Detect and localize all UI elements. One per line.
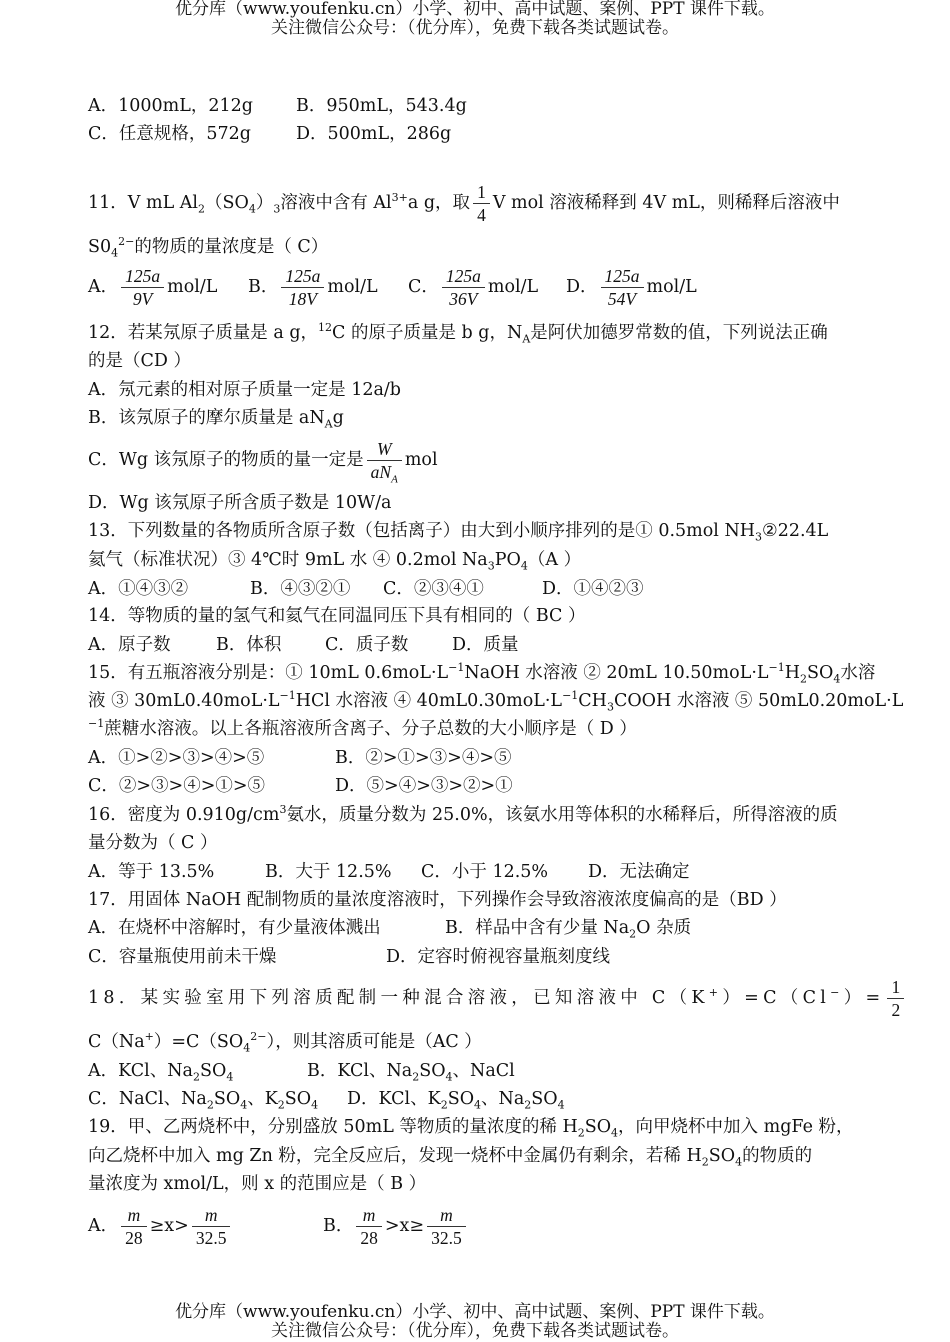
q16-option-b: B．大于 12.5% <box>265 862 392 882</box>
q11-stem-line1: 11．V mL $Al_2(SO_4)_3$溶液中含有 $Al^{3+}a$ g，取 $\frac{1}{4}$ V mol 溶液稀释到 4V mL，则稀释后溶液中 <box>88 182 840 225</box>
q19-option-b: B． $\frac{m}{28}$ >x≥ $\frac{m}{32.5}$ <box>323 1202 469 1250</box>
q10-option-d: D．500mL，286g <box>296 124 452 144</box>
q13-option-a: A．①④③② <box>88 579 189 599</box>
q18-stem-line2: $C(Na^+)=C(SO_4^{2-})$，则其溶质可能是（AC ） <box>88 1030 482 1055</box>
q13-option-c: C．②③④① <box>383 579 484 599</box>
q12-option-b: B．该氖原子的摩尔质量是 $aN_Ag$ <box>88 408 344 431</box>
q19-option-a: A． $\frac{m}{28}$ ≥x> $\frac{m}{32.5}$ <box>88 1202 233 1250</box>
q16-option-c: C．小于 12.5% <box>421 862 549 882</box>
q14-option-b: B．体积 <box>216 635 282 655</box>
fraction-one-half: $\frac{1}{2}$ <box>887 976 904 1021</box>
q11-option-a: A． $\frac{125a}{9V}$ mol/L <box>88 266 218 309</box>
q17-option-a: A．在烧杯中溶解时，有少量液体溅出 <box>88 918 381 938</box>
q18-option-c: C．NaCl、$Na_2SO_4$、$K_2SO_4$ <box>88 1089 319 1112</box>
q13-stem-line1: 13．下列数量的各物质所含原子数（包括离子）由大到小顺序排列的是① 0.5mol $NH_3②22.4L$ <box>88 521 829 544</box>
q12-option-c: C．Wg 该氖原子的物质的量一定是 $\frac{W}{aN_A}$ mol <box>88 439 438 486</box>
q16-option-a: A．等于 13.5% <box>88 862 215 882</box>
q18-stem-line1: 18．某实验室用下列溶质配制一种混合溶液，已知溶液中 C（K+）=C（Cl−）= $\frac{1}{2}$ <box>88 976 907 1021</box>
q10-option-c: C．任意规格，572g <box>88 124 251 144</box>
footer-line-1: 优分库（www.youfenku.cn）小学、初中、高中试题、案例、PPT 课件下载。 <box>175 1302 775 1322</box>
q14-stem: 14．等物质的量的氢气和氦气在同温同压下具有相同的（ BC ） <box>88 606 586 626</box>
q13-stem-line2: 氦气（标准状况）③ 4℃时 9mL 水 ④ 0.2mol $Na_3PO_4(A$ ） <box>88 550 582 573</box>
q17-option-c: C．容量瓶使用前未干燥 <box>88 947 277 967</box>
q15-stem-line1: 15．有五瓶溶液分别是：① 10mL $0.6moL\cdot L^{-1}NaOH$ 水溶液 ② 20mL $10.50moL\cdot L^{-1}H_2SO_4$水溶 <box>88 661 876 686</box>
q12-stem-line2: 的是（CD ） <box>88 351 191 371</box>
q19-stem-line1: 19．甲、乙两烧杯中，分别盛放 50mL 等物质的量浓度的稀 $H_2SO_4$，向甲烧杯中加入 mgFe 粉， <box>88 1117 854 1140</box>
q17-option-d: D．定容时俯视容量瓶刻度线 <box>386 947 611 967</box>
q11-stem-line2: $S0_4^{2-}$的物质的量浓度是（ C） <box>88 235 329 260</box>
header-line-1: 优分库（www.youfenku.cn）小学、初中、高中试题、案例、PPT 课件下载。 <box>175 0 775 19</box>
q11-option-d: D． $\frac{125a}{54V}$ mol/L <box>566 266 697 309</box>
q18-option-b: B．KCl、$Na_2SO_4$、NaCl <box>307 1061 515 1084</box>
q16-stem-line1: 16．密度为 $0.910g/cm^3$氨水，质量分数为 25.0%，该氨水用等体积的水稀释后，所得溶液的质 <box>88 803 838 825</box>
q15-option-a: A．①>②>③>④>⑤ <box>88 748 265 768</box>
q12-option-a: A．氖元素的相对原子质量一定是 12a/b <box>88 380 401 400</box>
q16-option-d: D．无法确定 <box>588 862 690 882</box>
q17-stem: 17．用固体 NaOH 配制物质的量浓度溶液时，下列操作会导致溶液浓度偏高的是（BD ） <box>88 890 787 910</box>
q13-option-d: D．①④②③ <box>542 579 644 599</box>
q11-option-c: C． $\frac{125a}{36V}$ mol/L <box>408 266 539 309</box>
q19-stem-line3: 量浓度为 xmol/L，则 x 的范围应是（ B ） <box>88 1174 427 1194</box>
q15-stem-line3: $^{-1}$蔗糖水溶液。以上各瓶溶液所含离子、分子总数的大小顺序是（ D ） <box>88 717 637 739</box>
footer-line-2: 关注微信公众号：（优分库），免费下载各类试题试卷。 <box>271 1321 679 1341</box>
page-footer <box>0 1303 950 1341</box>
fraction-one-quarter: $\frac{1}{4}$ <box>473 181 490 226</box>
q13-option-b: B．④③②① <box>250 579 351 599</box>
q19-stem-line2: 向乙烧杯中加入 mg Zn 粉，完全反应后，发现一烧杯中金属仍有剩余，若稀 $H_2SO_4$的物质的 <box>88 1146 813 1169</box>
q10-option-b: B．950mL，543.4g <box>296 96 467 116</box>
q10-option-a: A．1000mL，212g <box>88 96 253 116</box>
header-line-2: 关注微信公众号：（优分库），免费下载各类试题试卷。 <box>271 18 679 38</box>
q12-stem-line1: 12．若某氖原子质量是 a g，$^{12}$C 的原子质量是 b g，$N_A$是阿伏加德罗常数的值，下列说法正确 <box>88 321 828 346</box>
q14-option-d: D．质量 <box>452 635 519 655</box>
page-header <box>0 0 950 38</box>
q12-option-d: D．Wg 该氖原子所含质子数是 10W/a <box>88 493 392 513</box>
q14-option-a: A．原子数 <box>88 635 171 655</box>
q11-option-b: B． $\frac{125a}{18V}$ mol/L <box>248 266 378 309</box>
q15-stem-line2: 液 ③ $30mL0.40moL\cdot L^{-1}HCl$ 水溶液 ④ $40mL0.30moL\cdot L^{-1}CH_3COOH$ 水溶液 ⑤ 50mL0.20moL·L <box>88 689 904 714</box>
q18-option-d: D．KCl、$K_2SO_4$、$Na_2SO_4$ <box>347 1089 565 1112</box>
q16-stem-line2: 量分数为（ C ） <box>88 833 218 853</box>
q15-option-c: C．②>③>④>①>⑤ <box>88 776 266 796</box>
q18-option-a: A．KCl、$Na_2SO_4$ <box>88 1061 234 1084</box>
q17-option-b: B．样品中含有少量 $Na_2O$ 杂质 <box>445 918 692 941</box>
q15-option-b: B．②>①>③>④>⑤ <box>335 748 512 768</box>
q14-option-c: C．质子数 <box>325 635 409 655</box>
q15-option-d: D．⑤>④>③>②>① <box>335 776 513 796</box>
